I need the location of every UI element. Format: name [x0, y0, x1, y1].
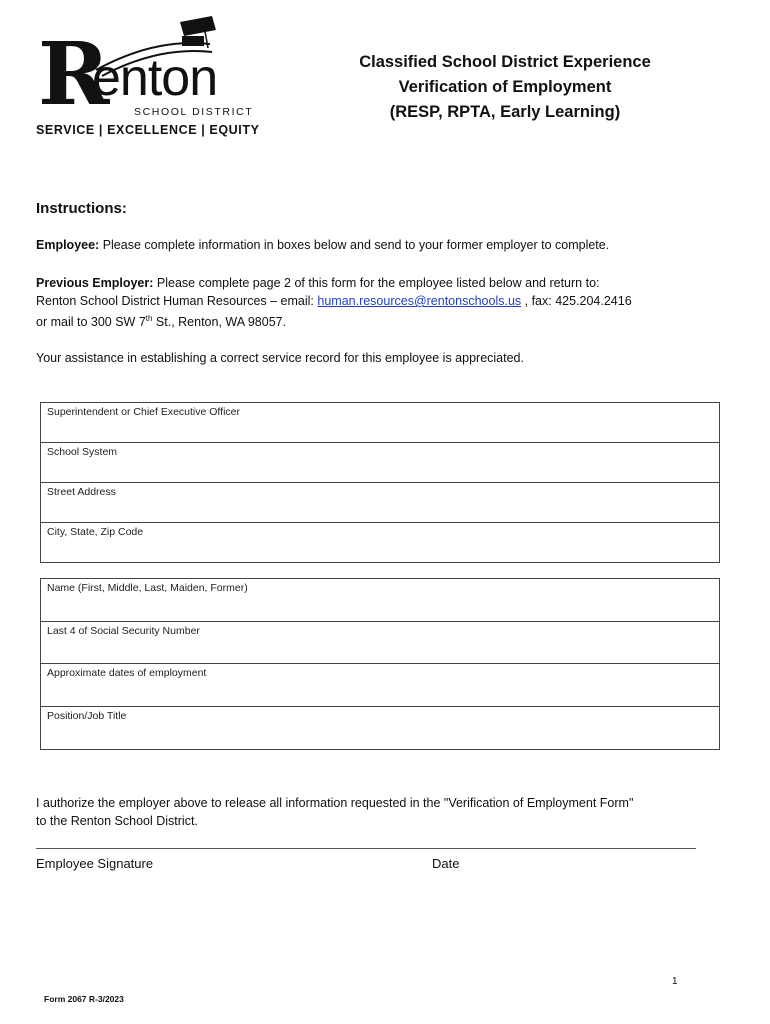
authorization-statement: [36, 794, 756, 830]
hr-email-link[interactable]: human.resources@rentonschools.us: [317, 294, 522, 308]
logo-r-letter: R: [38, 24, 110, 125]
logo-district-text: SCHOOL DISTRICT: [134, 106, 254, 118]
title-line-3: (RESP, RPTA, Early Learning): [389, 103, 621, 121]
employee-info-form: [40, 578, 720, 750]
appreciation-text: Your assistance in establishing a correct service record for this employee is appreciated.: [36, 351, 524, 365]
employee-instruction: [36, 236, 736, 254]
field-label: Position/Job Title: [47, 710, 127, 722]
hr-prefix: Renton School District Human Resources – email:: [36, 294, 318, 308]
employee-signature-label: Employee Signature: [36, 856, 154, 871]
field-label: City, State, Zip Code: [47, 526, 144, 538]
field-label: Street Address: [47, 486, 116, 498]
field-name[interactable]: [41, 579, 719, 622]
signature-line[interactable]: [36, 848, 696, 849]
mail-prefix: or mail to 300 SW 7: [36, 315, 146, 330]
authorization-line-1: I authorize the employer above to release all information requested in the "Verification of Employment Form": [36, 796, 634, 810]
field-employment-dates[interactable]: [41, 664, 719, 707]
employer-info-form: [40, 402, 720, 563]
field-school-system[interactable]: [41, 443, 719, 483]
employer-instruction: [36, 274, 736, 331]
instructions-heading: Instructions:: [36, 200, 127, 217]
field-ssn-last4[interactable]: [41, 622, 719, 664]
field-superintendent[interactable]: [41, 403, 719, 443]
page-number: 1: [672, 976, 678, 987]
field-label: Superintendent or Chief Executive Officer: [47, 406, 240, 418]
logo-tagline: SERVICE | EXCELLENCE | EQUITY: [36, 123, 260, 137]
mail-superscript: th: [145, 314, 153, 323]
document-title: [300, 50, 710, 125]
employee-label: Employee:: [36, 238, 100, 252]
mail-suffix: St., Renton, WA 98057.: [152, 315, 287, 330]
logo-wordmark: enton: [92, 49, 218, 107]
employee-text: Please complete information in boxes below and send to your former employer to complete.: [99, 238, 610, 252]
employer-text: Please complete page 2 of this form for the employee listed below and return to:: [153, 276, 600, 290]
district-logo: [34, 12, 264, 140]
title-line-2: Verification of Employment: [398, 78, 612, 96]
field-label: Approximate dates of employment: [47, 667, 207, 679]
field-label: Last 4 of Social Security Number: [47, 625, 200, 637]
field-label: Name (First, Middle, Last, Maiden, Former): [47, 582, 248, 594]
field-label: School System: [47, 446, 118, 458]
date-label: Date: [432, 856, 460, 871]
field-city-state-zip[interactable]: [41, 523, 719, 562]
title-line-1: Classified School District Experience: [359, 53, 651, 71]
form-code: Form 2067 R-3/2023: [44, 994, 124, 1004]
hr-fax: , fax: 425.204.2416: [521, 294, 632, 308]
employer-label: Previous Employer:: [36, 276, 154, 290]
field-street-address[interactable]: [41, 483, 719, 523]
field-position-title[interactable]: [41, 707, 719, 749]
authorization-line-2: to the Renton School District.: [36, 814, 198, 828]
